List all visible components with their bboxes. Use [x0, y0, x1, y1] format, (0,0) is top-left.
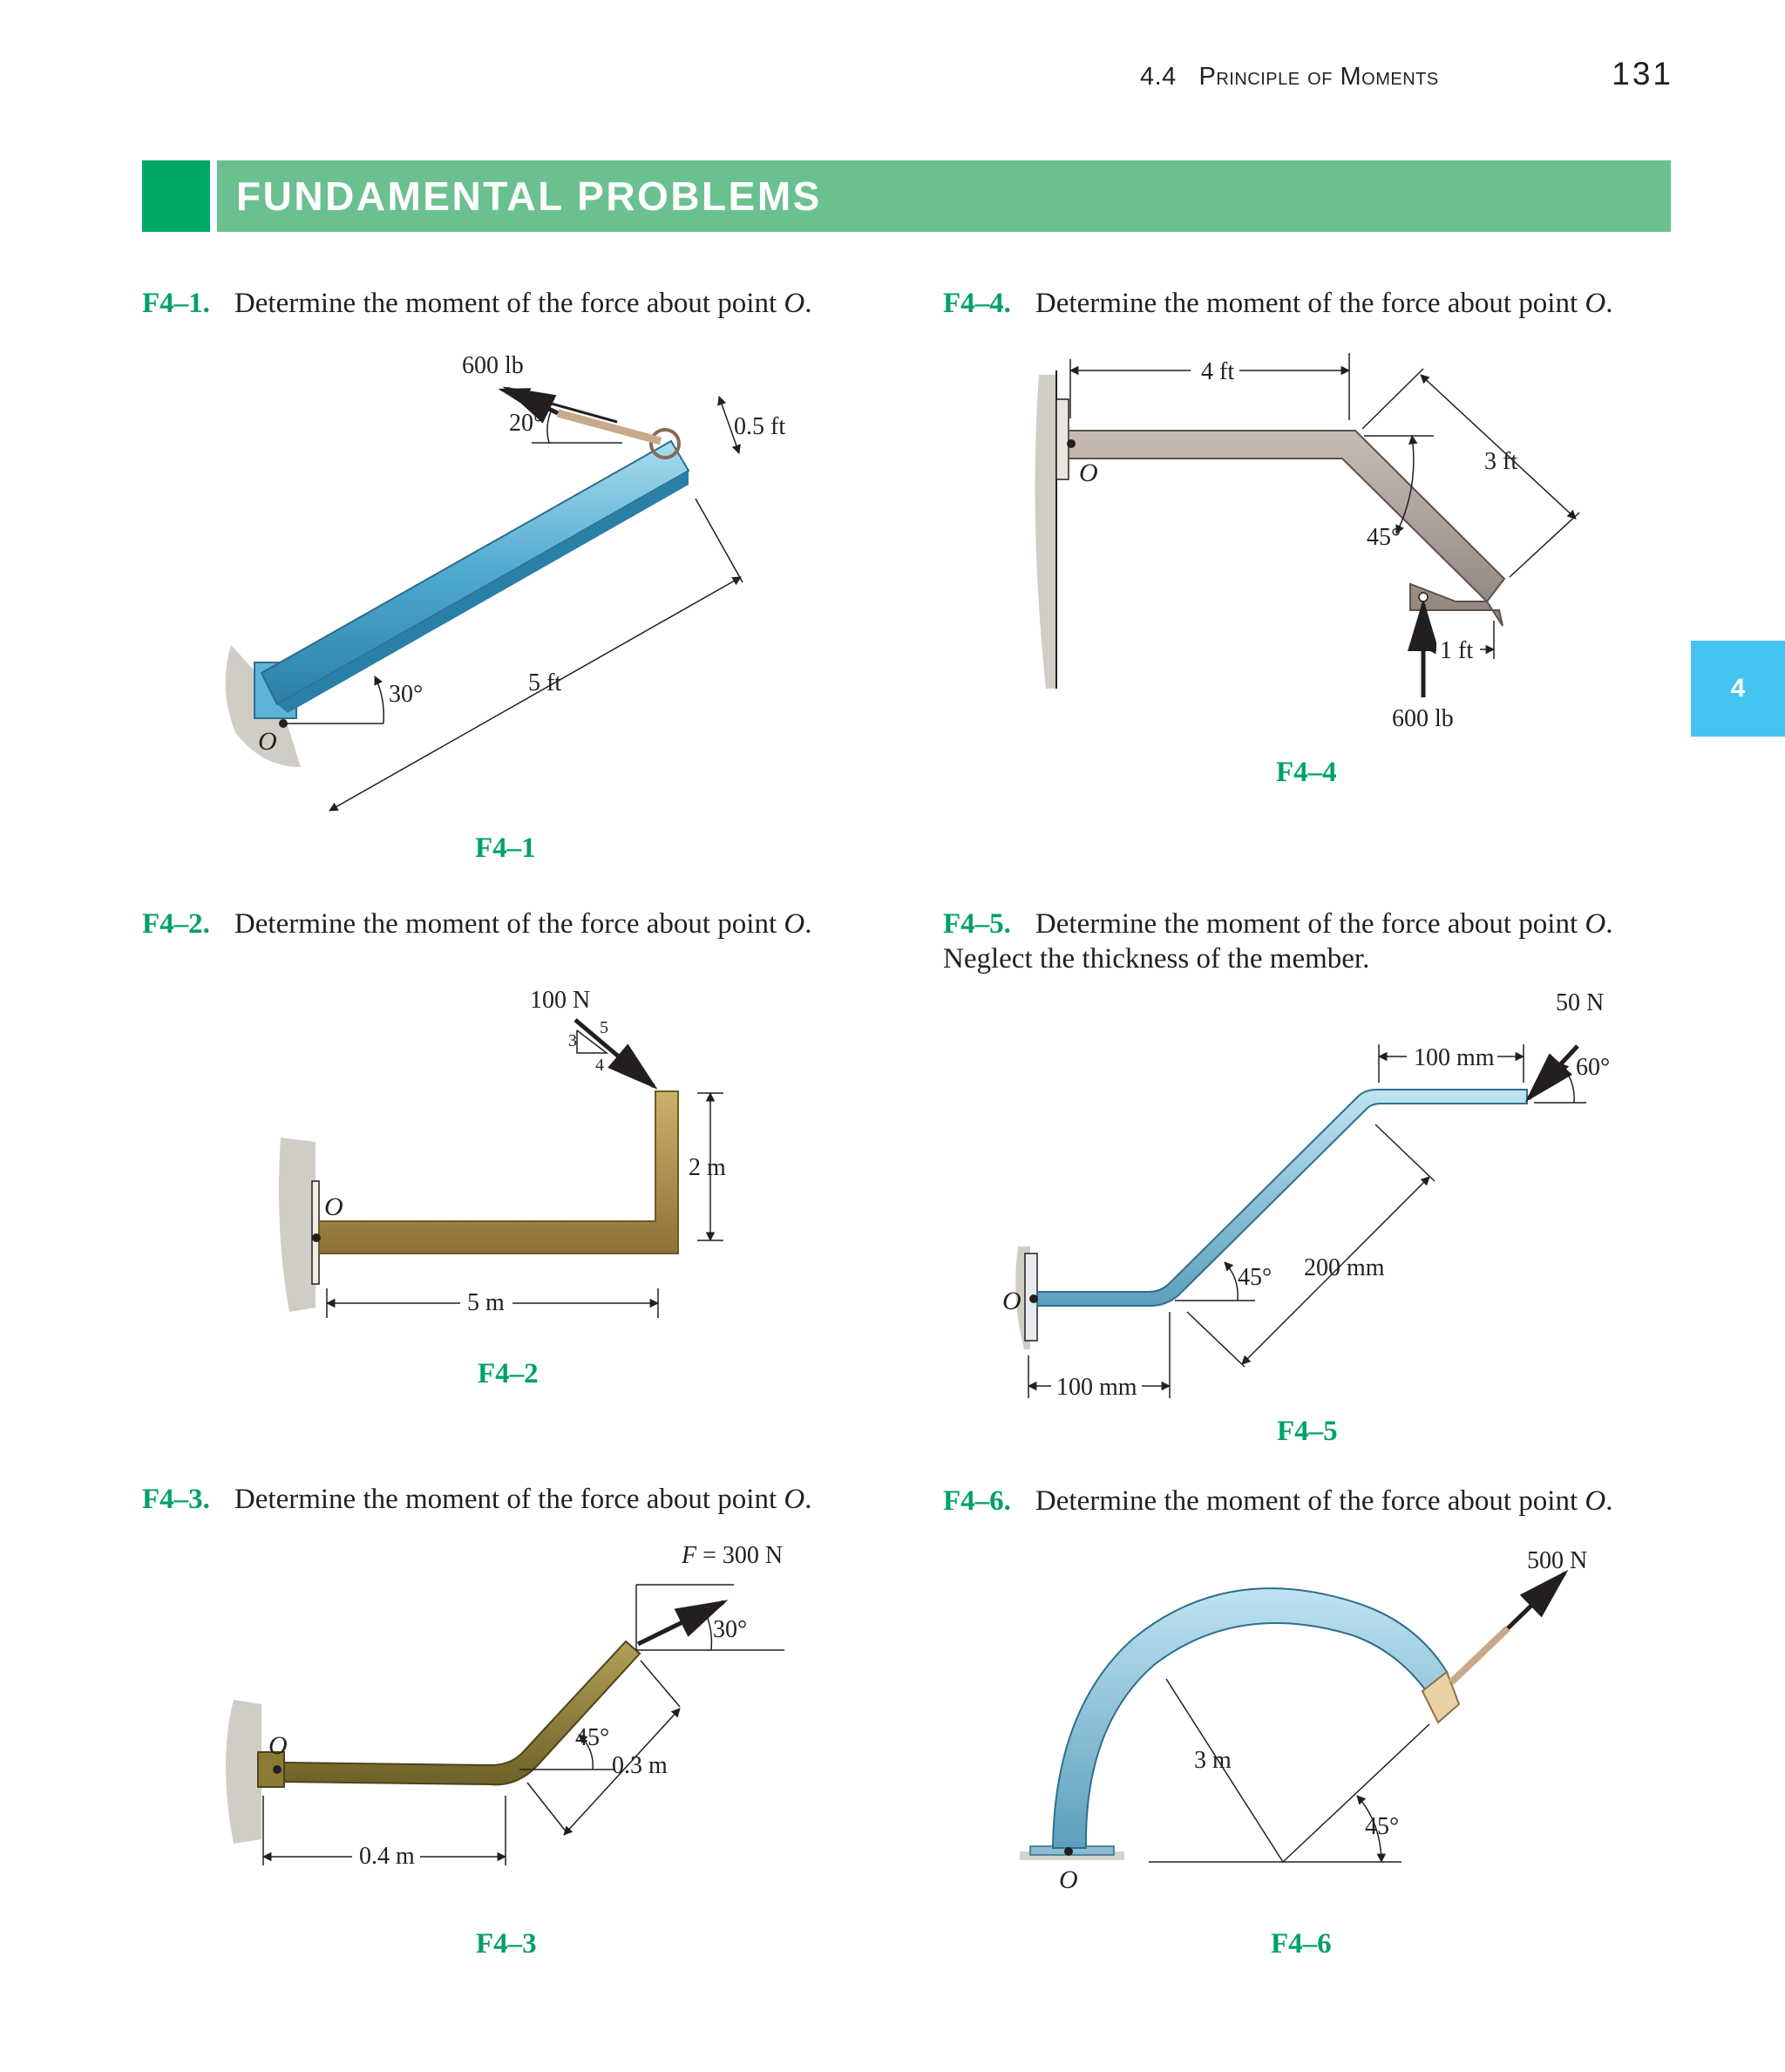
force-label: 600 lb	[462, 352, 524, 379]
figure-caption: F4–6	[1271, 1928, 1332, 1960]
bend-angle-label: 45°	[1238, 1264, 1273, 1291]
origin-label: O	[1002, 1287, 1021, 1315]
point-o	[279, 719, 288, 728]
length-label: 5 ft	[528, 669, 562, 696]
origin-label: O	[258, 727, 277, 756]
figure-f4-5	[1002, 989, 1610, 1401]
bent-bar	[319, 1091, 678, 1253]
origin-label: O	[1059, 1865, 1078, 1894]
banner-title: FUNDAMENTAL PROBLEMS	[236, 173, 822, 219]
point-o	[1064, 1847, 1073, 1856]
figure-f4-1	[226, 352, 786, 811]
angle-label: 20°	[509, 410, 544, 437]
bent-pipe	[284, 1641, 640, 1784]
problem-f4-5: F4–5. Determine the moment of the force about point O. Neglect the thickness of the member.	[943, 908, 1613, 975]
bent-rod	[1037, 1090, 1527, 1306]
bend-angle-label: 45°	[575, 1724, 610, 1751]
angle-label: 45°	[1365, 1813, 1400, 1840]
page-number: 131	[1612, 56, 1673, 92]
angle-label: 45°	[1367, 524, 1402, 551]
cable	[558, 413, 661, 441]
bottom-span-label: 100 mm	[1056, 1374, 1137, 1401]
problem-f4-6: F4–6. Determine the moment of the force about point O.	[943, 1485, 1613, 1517]
point-o	[273, 1765, 282, 1774]
figure-caption: F4–4	[1276, 757, 1337, 788]
top-span-label: 4 ft	[1201, 358, 1235, 385]
point-o	[312, 1233, 321, 1242]
problem-number: F4–4.	[943, 288, 1011, 319]
force-arrow	[1508, 1573, 1564, 1628]
force-label: F = 300 N	[682, 1542, 784, 1569]
figure-f4-3	[226, 1542, 784, 1871]
problem-f4-1: F4–1. Determine the moment of the force about point O.	[142, 288, 812, 319]
wall	[226, 1700, 261, 1844]
figure-caption: F4–3	[476, 1928, 537, 1960]
triangle-label-5: 5	[600, 1018, 608, 1037]
point-o	[1029, 1294, 1038, 1303]
point-o	[1067, 439, 1076, 448]
wall-plate	[312, 1181, 319, 1284]
cable	[1451, 1628, 1508, 1682]
chapter-tab[interactable]: 4	[1691, 641, 1785, 737]
force-angle-label: 60°	[1576, 1054, 1611, 1081]
incline-length-label: 0.3 m	[612, 1752, 668, 1779]
force-label: 100 N	[530, 987, 591, 1014]
span-label: 5 m	[467, 1289, 505, 1316]
bent-bracket	[1069, 431, 1504, 626]
problem-number: F4–6.	[943, 1485, 1011, 1517]
force-label: 600 lb	[1392, 705, 1454, 732]
triangle-label-3: 3	[568, 1031, 577, 1050]
section-title: Principle of Moments	[1198, 63, 1439, 91]
figure-f4-6	[1020, 1547, 1587, 1894]
offset-label: 1 ft	[1440, 637, 1474, 664]
radius-label: 3 m	[1194, 1747, 1232, 1774]
wall	[279, 1138, 316, 1312]
section-number: 4.4	[1140, 63, 1177, 91]
figure-caption: F4–2	[478, 1358, 539, 1389]
span-label: 0.4 m	[359, 1843, 415, 1870]
problem-number: F4–1.	[142, 288, 210, 319]
incline-length-label: 3 ft	[1484, 448, 1518, 475]
figure-caption: F4–1	[475, 832, 536, 864]
force-arrow	[1529, 1046, 1578, 1098]
origin-label: O	[268, 1731, 288, 1760]
problem-number: F4–3.	[142, 1484, 210, 1515]
force-label: 50 N	[1556, 989, 1605, 1016]
problem-number: F4–5.	[943, 908, 1011, 940]
origin-label: O	[324, 1192, 343, 1221]
top-span-label: 100 mm	[1414, 1044, 1495, 1071]
base-angle-label: 30°	[389, 681, 424, 708]
figure-f4-4	[1035, 353, 1580, 732]
problem-f4-3: F4–3. Determine the moment of the force about point O.	[142, 1484, 812, 1515]
figure-f4-2	[279, 987, 726, 1318]
triangle-label-4: 4	[595, 1056, 604, 1075]
force-label: 500 N	[1527, 1547, 1588, 1574]
problem-number: F4–2.	[142, 908, 210, 940]
beam	[261, 441, 689, 704]
figure-caption: F4–5	[1277, 1416, 1338, 1447]
origin-label: O	[1079, 459, 1098, 487]
incline-length-label: 200 mm	[1304, 1254, 1385, 1281]
wall-plate	[1056, 399, 1069, 479]
height-label: 2 m	[689, 1154, 726, 1181]
problem-f4-2: F4–2. Determine the moment of the force about point O.	[142, 908, 812, 940]
force-angle-label: 30°	[713, 1616, 748, 1643]
force-arrow	[638, 1602, 723, 1644]
problem-f4-4: F4–4. Determine the moment of the force about point O.	[943, 288, 1613, 319]
wall	[1035, 375, 1057, 689]
offset-label: 0.5 ft	[734, 413, 786, 440]
